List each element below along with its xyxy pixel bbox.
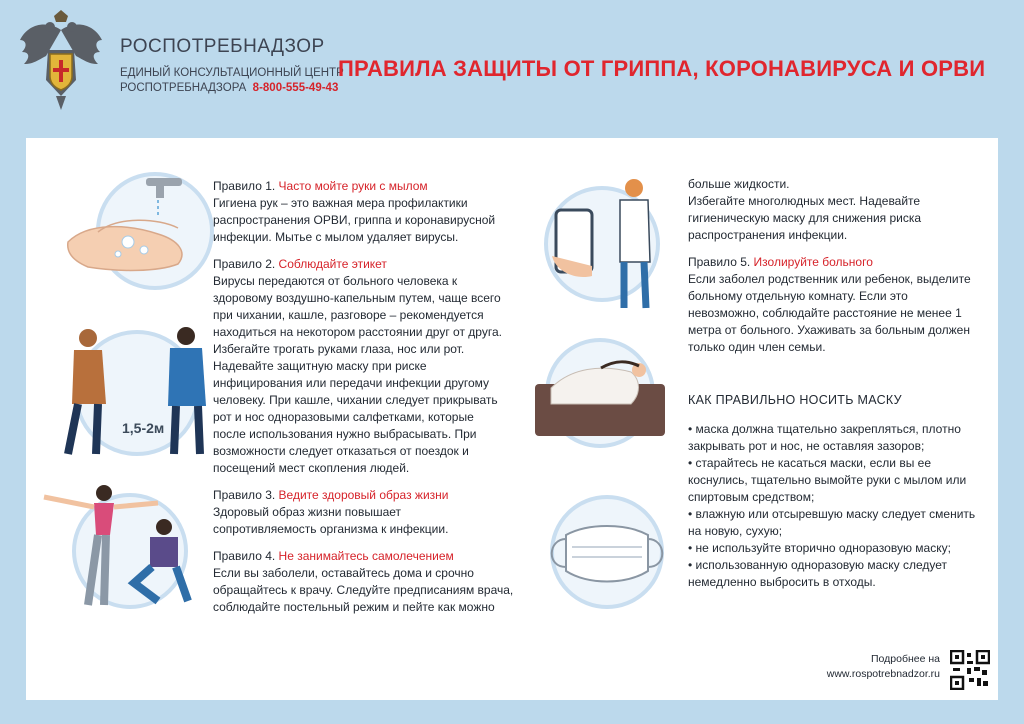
rule-3-title: Ведите здоровый образ жизни [278, 488, 449, 502]
rule-5-line: больному отдельную комнату. Если это [688, 289, 908, 303]
rule-4-title: Не занимайтесь самолечением [278, 549, 454, 563]
mask-rule-line: спиртовым средством; [688, 490, 815, 504]
spacer [213, 538, 533, 548]
rule-4-continued [688, 176, 984, 244]
rule-2-title: Соблюдайте этикет [278, 257, 387, 271]
rule-1-line: распространения ОРВИ, гриппа и коронавирусной [213, 213, 496, 227]
rule-5-heading [688, 254, 984, 271]
mask-section-title: КАК ПРАВИЛЬНО НОСИТЬ МАСКУ [688, 393, 902, 407]
hands-soap-icon [58, 172, 218, 297]
doctor-phone-illustration [536, 176, 676, 316]
center-line1: ЕДИНЫЙ КОНСУЛЬТАЦИОННЫЙ ЦЕНТР [120, 67, 344, 79]
rule-5-line: Если заболел родственник или ребенок, выделите [688, 272, 971, 286]
rule-2-heading [213, 256, 533, 273]
exercise-illustration [38, 483, 208, 613]
header [0, 0, 1024, 125]
rule-5-line: метра от больного. Ухаживать за больным должен [688, 323, 970, 337]
qr-code-icon[interactable] [950, 650, 990, 690]
coat-of-arms-icon [16, 10, 106, 112]
rule-4-cont-line: гигиеническую маску для снижения риска [688, 211, 922, 225]
rule-2-line: при чихании, кашле, разговоре – рекомендуется [213, 308, 484, 322]
distance-label: 1,5-2м [122, 420, 165, 436]
spacer [688, 244, 984, 254]
exercise-people-icon [38, 483, 208, 613]
rule-4 [213, 548, 533, 616]
mask-rule-line: закрывать рот и нос, не оставляя зазоров; [688, 439, 925, 453]
doctor-phone-icon [536, 176, 676, 316]
rule-5-title: Изолируйте больного [753, 255, 873, 269]
rule-4-number: Правило 4. [213, 549, 276, 563]
rule-3-line: Здоровый образ жизни повышает [213, 505, 402, 519]
rule-2-line: человеку. При кашле, чихании следует прикрывать [213, 393, 498, 407]
rule-4-line: обращайтесь к врачу. Следуйте предписаниям врача, [213, 583, 514, 597]
mask-rules-list [688, 421, 984, 591]
rule-1-line: Гигиена рук – это важная мера профилактики [213, 196, 468, 210]
website-link[interactable]: www.rospotrebnadzor.ru [826, 668, 940, 680]
mask-rule-line: • не используйте вторично одноразовую маску; [688, 541, 951, 555]
two-people-icon [50, 324, 220, 464]
sick-person-bed-icon [531, 338, 671, 448]
rule-2-line: здоровому воздушно-капельным путем, чаще всего [213, 291, 501, 305]
rule-3-number: Правило 3. [213, 488, 276, 502]
rule-3-line: сопротивляемость организма к инфекции. [213, 522, 449, 536]
content-card [26, 138, 998, 700]
rule-2-line: Вирусы передаются от больного человека к [213, 274, 458, 288]
rule-2-line: Надевайте защитную маску при риске [213, 359, 427, 373]
rule-4-line: Если вы заболели, оставайтесь дома и срочно [213, 566, 474, 580]
rule-5-line: только один член семьи. [688, 340, 826, 354]
mask-rule-line: • использованную одноразовую маску следует [688, 558, 948, 572]
rule-1-line: инфекции. Мытье с мылом удаляет вирусы. [213, 230, 459, 244]
rule-5-line: невозможно, соблюдайте расстояние не менее 1 [688, 306, 962, 320]
mask-illustration [536, 493, 676, 613]
rule-2-line: после использования нужно выбрасывать. При [213, 427, 477, 441]
rule-4-line: соблюдайте постельный режим и пейте как можно [213, 600, 495, 614]
rule-5-number: Правило 5. [688, 255, 751, 269]
org-name: РОСПОТРЕБНАДЗОР [120, 36, 325, 57]
center-line2-row [120, 81, 344, 96]
rule-2-line: возможности следует отказаться от поездок и [213, 444, 469, 458]
page-title: ПРАВИЛА ЗАЩИТЫ ОТ ГРИППА, КОРОНАВИРУСА И ОРВИ [338, 56, 986, 81]
mask-rule-line: коснулись, тщательно вымойте руки с мылом или [688, 473, 967, 487]
rule-5 [688, 254, 984, 356]
center-line2: РОСПОТРЕБНАДЗОРА [120, 82, 247, 94]
hand-washing-illustration [58, 172, 218, 297]
sick-bed-illustration [531, 338, 671, 448]
face-mask-icon [536, 493, 676, 613]
mask-rule-line: немедленно выбросить в отходы. [688, 575, 876, 589]
rules-column-right [688, 176, 984, 591]
rule-2-number: Правило 2. [213, 257, 276, 271]
rules-column-left [213, 178, 533, 616]
rule-4-cont-line: Избегайте многолюдных мест. Надевайте [688, 194, 921, 208]
rule-2-line: рот и нос одноразовыми салфетками, которые [213, 410, 474, 424]
rule-2-line: посещений мест скопления людей. [213, 461, 410, 475]
rule-2-line: инфицирования или передачи инфекции другому [213, 376, 490, 390]
org-block [120, 36, 344, 96]
more-info [827, 652, 940, 682]
spacer [688, 356, 984, 382]
distance-illustration [50, 324, 220, 464]
spacer [213, 477, 533, 487]
rule-2-line: Избегайте трогать руками глаза, нос или рот. [213, 342, 465, 356]
mask-rule-line: • старайтесь не касаться маски, если вы ее [688, 456, 931, 470]
phone-number[interactable]: 8-800-555-49-43 [252, 82, 339, 94]
mask-rule-line: на новую, сухую; [688, 524, 783, 538]
rule-1-title: Часто мойте руки с мылом [278, 179, 428, 193]
mask-rule-line: • маска должна тщательно закрепляться, плотно [688, 422, 961, 436]
rule-2-line: находиться на некотором расстоянии друг от друга. [213, 325, 502, 339]
spacer [213, 246, 533, 256]
rule-3 [213, 487, 533, 538]
rule-3-heading [213, 487, 533, 504]
rule-4-cont-line: больше жидкости. [688, 177, 790, 191]
rule-1 [213, 178, 533, 246]
mask-rule-line: • влажную или отсыревшую маску следует сменить [688, 507, 976, 521]
rule-1-heading [213, 178, 533, 195]
rule-4-cont-line: распространения инфекции. [688, 228, 848, 242]
rule-2 [213, 256, 533, 477]
rule-4-heading [213, 548, 533, 565]
org-subtitle [120, 66, 344, 96]
more-info-label: Подробнее на [870, 653, 940, 665]
rule-1-number: Правило 1. [213, 179, 276, 193]
